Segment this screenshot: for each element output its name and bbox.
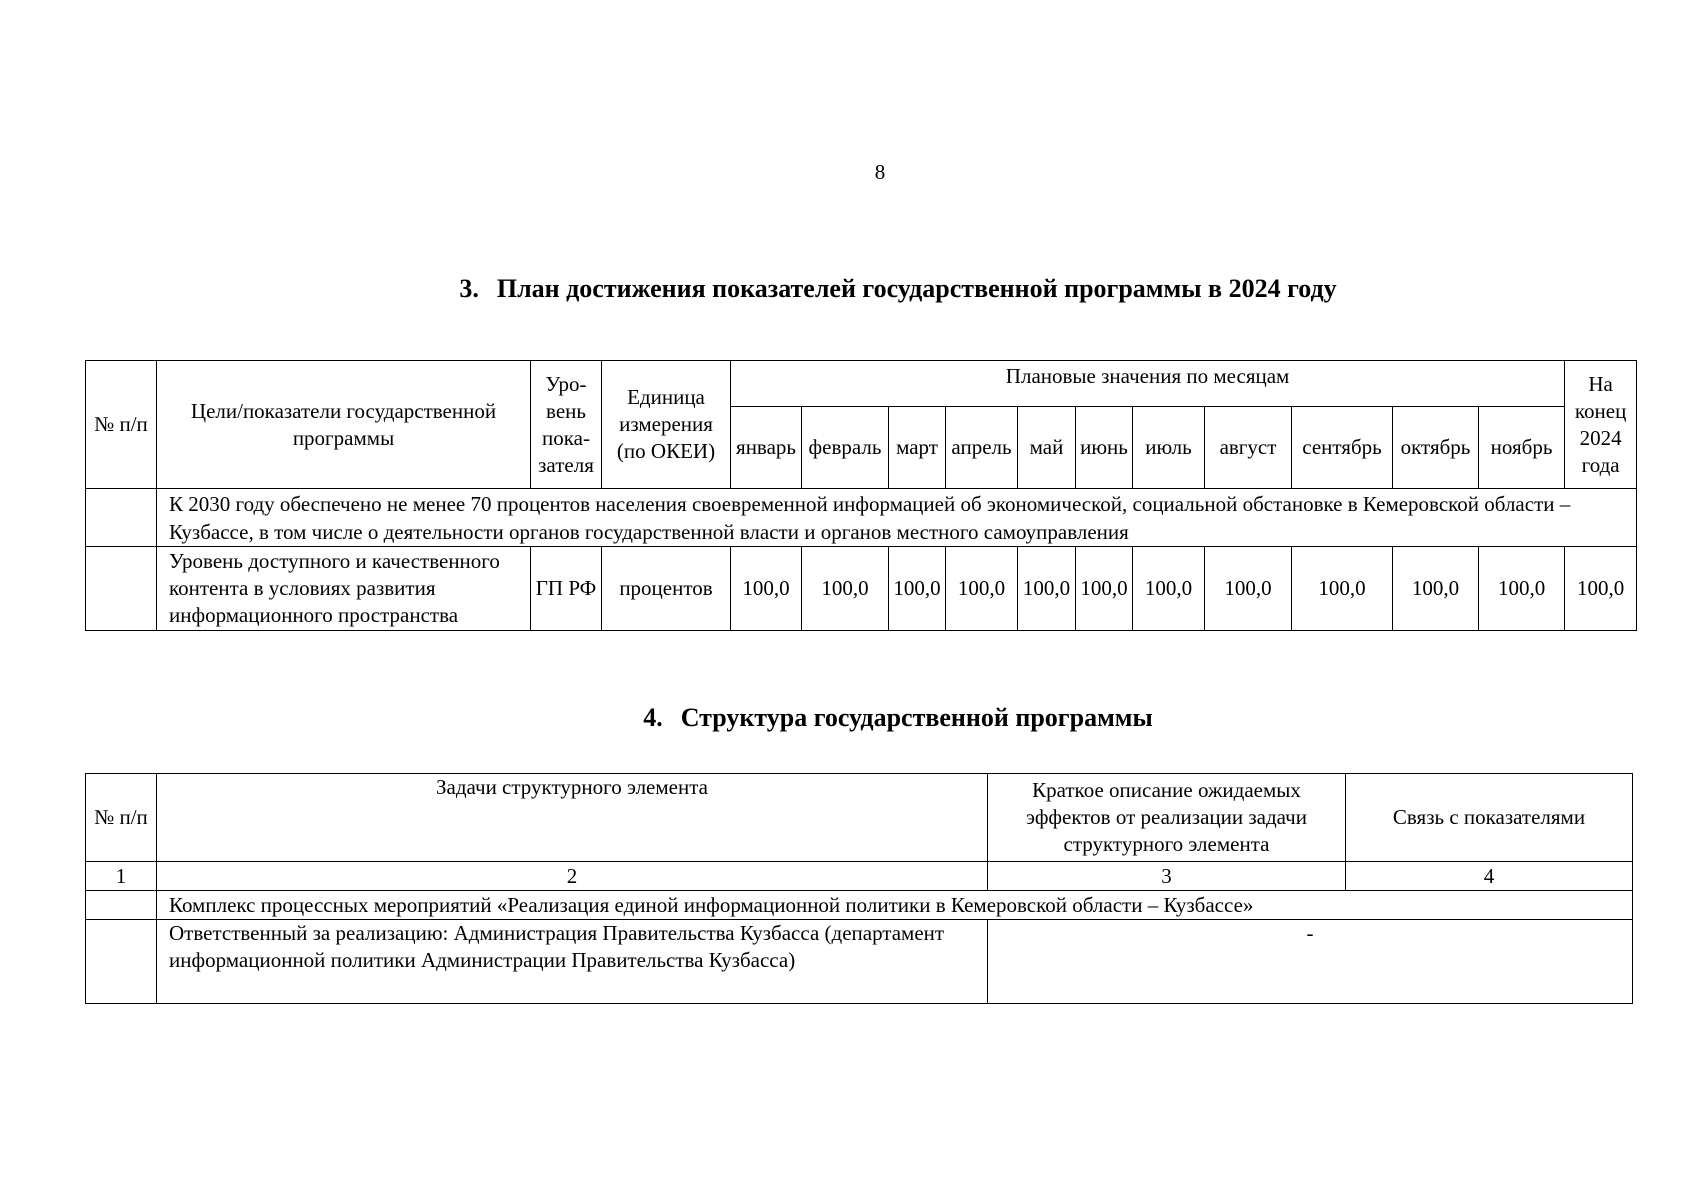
indicator-month-value: 100,0 (802, 547, 889, 631)
program-structure-table (85, 773, 1633, 1004)
column-number: 4 (1346, 862, 1633, 891)
indicator-month-value: 100,0 (731, 547, 802, 631)
indicator-level: ГП РФ (531, 547, 602, 631)
responsible-row-text: Ответственный за реализацию: Администрация Правительства Кузбасса (департамент информационной политики Администрации Правительства Кузбасса) (157, 920, 988, 1004)
header-year-end: На конец 2024 года (1565, 361, 1637, 489)
section-3-title: План достижения показателей государственной программы в 2024 году (496, 274, 1337, 303)
goal-row (86, 489, 1637, 547)
responsible-row (86, 920, 1633, 1004)
indicator-month-value: 100,0 (1133, 547, 1205, 631)
header-month: январь (731, 407, 802, 489)
goal-text: К 2030 году обеспечено не менее 70 процентов населения своевременной информацией об экономической, социальной обстановке в Кемеровской области – Кузбассе, в том числе о деятельности органов государственной власти и органов местного самоуправления (157, 489, 1637, 547)
header-month: август (1205, 407, 1292, 489)
header-goals: Цели/показатели государственной программы (157, 361, 531, 489)
indicator-month-value: 100,0 (1393, 547, 1479, 631)
section-4-title: Структура государственной программы (680, 703, 1153, 732)
page-number: 8 (874, 160, 886, 184)
header-num: № п/п (86, 774, 157, 862)
header-month: февраль (802, 407, 889, 489)
header-month: сентябрь (1292, 407, 1393, 489)
header-link: Связь с показателями (1346, 774, 1633, 862)
section-4-number: 4. (643, 703, 663, 732)
header-month: ноябрь (1479, 407, 1565, 489)
indicator-month-value: 100,0 (1018, 547, 1076, 631)
indicators-plan-table (85, 360, 1637, 631)
indicator-month-value: 100,0 (889, 547, 946, 631)
complex-row-num (86, 891, 157, 920)
indicator-month-value: 100,0 (1479, 547, 1565, 631)
header-effects: Краткое описание ожидаемых эффектов от реализации задачи структурного элемента (988, 774, 1346, 862)
header-month: июль (1133, 407, 1205, 489)
responsible-row-num (86, 920, 157, 1004)
column-numbers-row (86, 862, 1633, 891)
header-tasks: Задачи структурного элемента (157, 774, 988, 862)
indicator-month-value: 100,0 (1205, 547, 1292, 631)
header-unit: Единица измерения (по ОКЕИ) (602, 361, 731, 489)
indicator-year-end-value: 100,0 (1565, 547, 1637, 631)
indicator-unit: процентов (602, 547, 731, 631)
header-month: октябрь (1393, 407, 1479, 489)
header-month: май (1018, 407, 1076, 489)
header-level: Уро-вень пока-зателя (531, 361, 602, 489)
indicator-row (86, 547, 1637, 631)
column-number: 3 (988, 862, 1346, 891)
complex-row (86, 891, 1633, 920)
indicator-num (86, 547, 157, 631)
indicator-month-value: 100,0 (946, 547, 1018, 631)
header-num: № п/п (86, 361, 157, 489)
indicator-month-value: 100,0 (1292, 547, 1393, 631)
indicator-name: Уровень доступного и качественного контента в условиях развития информационного пространства (157, 547, 531, 631)
header-month: апрель (946, 407, 1018, 489)
header-month: июнь (1076, 407, 1133, 489)
section-4-heading (0, 703, 1697, 733)
header-month: март (889, 407, 946, 489)
goal-row-num (86, 489, 157, 547)
header-monthly-group: Плановые значения по месяцам (731, 361, 1565, 407)
section-3-number: 3. (459, 274, 479, 303)
responsible-row-value: - (988, 920, 1633, 1004)
column-number: 2 (157, 862, 988, 891)
indicator-month-value: 100,0 (1076, 547, 1133, 631)
complex-row-text: Комплекс процессных мероприятий «Реализация единой информационной политики в Кемеровской области – Кузбассе» (157, 891, 1633, 920)
section-3-heading (0, 274, 1697, 304)
column-number: 1 (86, 862, 157, 891)
